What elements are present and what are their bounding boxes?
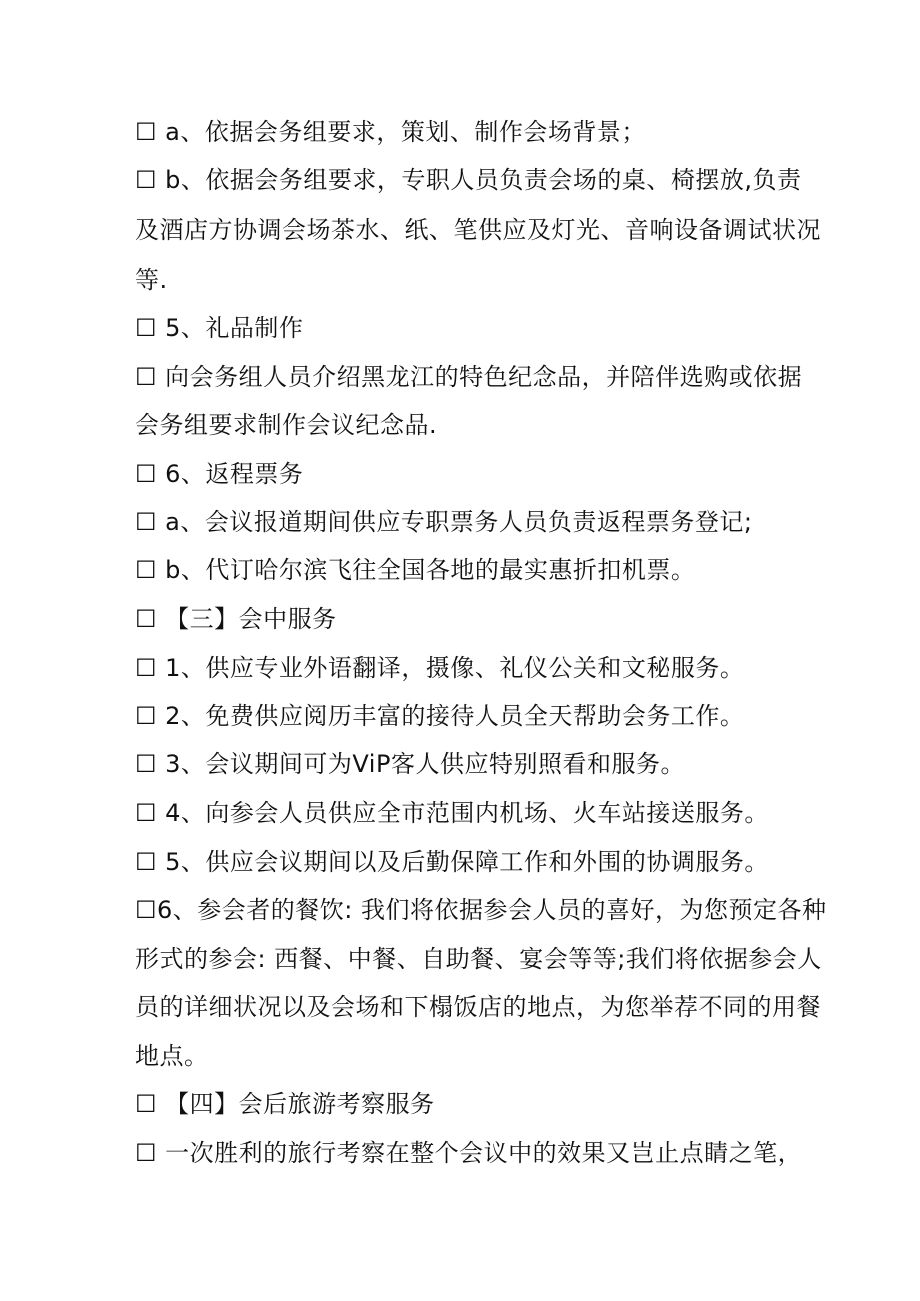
text-line: ☐ 5、礼品制作: [135, 314, 304, 342]
text-line: 等.: [135, 266, 168, 294]
text-line: ☐ 3、会议期间可为ViP客人供应特别照看和服务。: [135, 750, 685, 778]
text-line: 会务组要求制作会议纪念品.: [135, 411, 438, 439]
text-line: ☐ 【三】会中服务: [135, 605, 337, 633]
text-line: ☐ a、依据会务组要求，策划、制作会场背景；: [135, 118, 646, 146]
text-line: ☐ 一次胜利的旅行考察在整个会议中的效果又岂止点睛之笔，: [135, 1139, 803, 1167]
text-line: ☐ 1、供应专业外语翻译，摄像、礼仪公关和文秘服务。: [135, 654, 745, 682]
text-line: 及酒店方协调会场茶水、纸、笔供应及灯光、音响设备调试状况: [135, 216, 821, 244]
text-line: 员的详细状况以及会场和下榻饭店的地点，为您举荐不同的用餐: [135, 993, 821, 1021]
text-line: ☐ b、依据会务组要求，专职人员负责会场的桌、椅摆放,负责: [135, 166, 802, 194]
text-line: ☐ 5、供应会议期间以及后勤保障工作和外围的协调服务。: [135, 848, 769, 876]
text-line: ☐ a、会议报道期间供应专职票务人员负责返程票务登记;: [135, 508, 753, 536]
text-line: ☐ 向会务组人员介绍黑龙江的特色纪念品，并陪伴选购或依据: [135, 363, 803, 391]
text-line: 地点。: [135, 1042, 209, 1070]
text-line: ☐ 4、向参会人员供应全市范围内机场、火车站接送服务。: [135, 799, 769, 827]
text-line: ☐ 【四】会后旅游考察服务: [135, 1090, 435, 1118]
text-line: ☐6、参会者的餐饮: 我们将依据参会人员的喜好，为您预定各种: [135, 896, 827, 924]
text-line: 形式的参会: 西餐、中餐、自助餐、宴会等等;我们将依据参会人: [135, 945, 822, 973]
text-line: ☐ 2、免费供应阅历丰富的接待人员全天帮助会务工作。: [135, 702, 745, 730]
text-line: ☐ b、代订哈尔滨飞往全国各地的最实惠折扣机票。: [135, 556, 696, 584]
text-line: ☐ 6、返程票务: [135, 460, 304, 488]
